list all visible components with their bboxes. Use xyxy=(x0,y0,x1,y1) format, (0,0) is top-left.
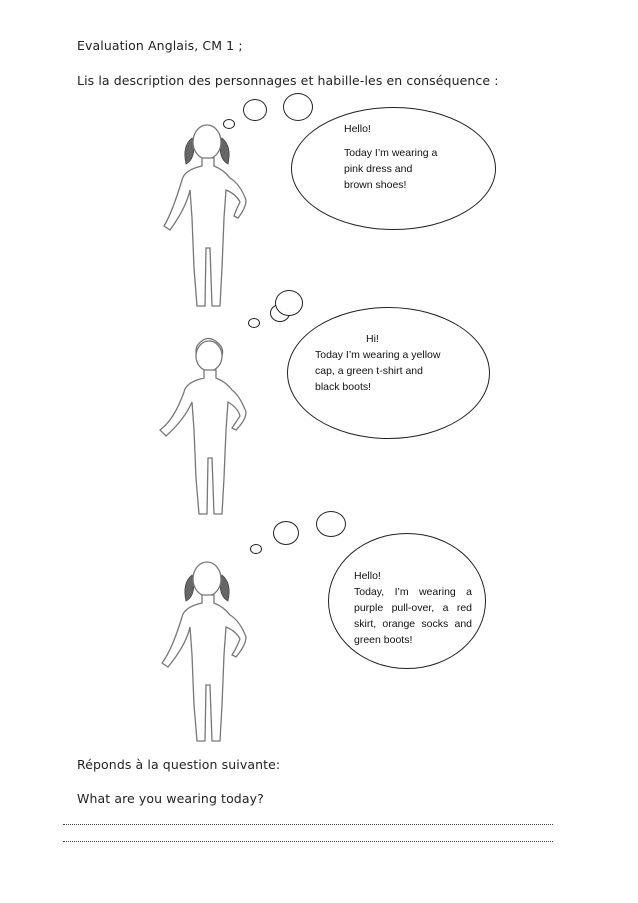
worksheet-title: Evaluation Anglais, CM 1 ; xyxy=(77,38,243,53)
question-heading: Réponds à la question suivante: xyxy=(77,757,281,772)
description-line: Today I’m wearing a yellow xyxy=(315,349,441,361)
description-line: pink dress and xyxy=(344,163,413,175)
thought-dot-large-1 xyxy=(283,93,313,121)
description-line: cap, a green t-shirt and xyxy=(315,365,423,377)
thought-dot-small-3 xyxy=(250,544,262,554)
thought-dot-medium-3 xyxy=(273,521,299,545)
question-text: What are you wearing today? xyxy=(77,791,264,806)
girl-outline-figure-3 xyxy=(152,555,270,747)
answer-line-1 xyxy=(63,824,553,825)
answer-line-2 xyxy=(63,841,553,842)
speech-bubble-1 xyxy=(291,107,496,230)
description-line: black boots! xyxy=(315,381,372,393)
description-paragraph: Today, I’m wearing a purple pull-over, a red skirt, orange socks and green boots! xyxy=(354,586,472,646)
instruction-text: Lis la description des personnages et habille-les en conséquence : xyxy=(77,73,499,88)
greeting: Hello! xyxy=(354,570,381,582)
description-line: Today I’m wearing a xyxy=(344,147,438,159)
thought-dot-medium-1 xyxy=(243,99,267,121)
thought-dot-large-3 xyxy=(316,511,346,537)
greeting: Hello! xyxy=(344,123,371,135)
bubble-3-text xyxy=(354,568,472,648)
girl-outline-figure-1 xyxy=(152,118,270,310)
bubble-1-text xyxy=(344,121,484,193)
greeting: Hi! xyxy=(366,333,379,345)
thought-dot-small-2 xyxy=(248,318,260,328)
bubble-2-text xyxy=(315,331,475,395)
boy-outline-figure-2 xyxy=(152,328,270,520)
speech-bubble-2 xyxy=(287,307,490,439)
thought-dot-large-2 xyxy=(275,290,303,316)
thought-dot-small-1 xyxy=(223,119,235,129)
speech-bubble-3 xyxy=(328,533,486,669)
description-line: brown shoes! xyxy=(344,179,407,191)
